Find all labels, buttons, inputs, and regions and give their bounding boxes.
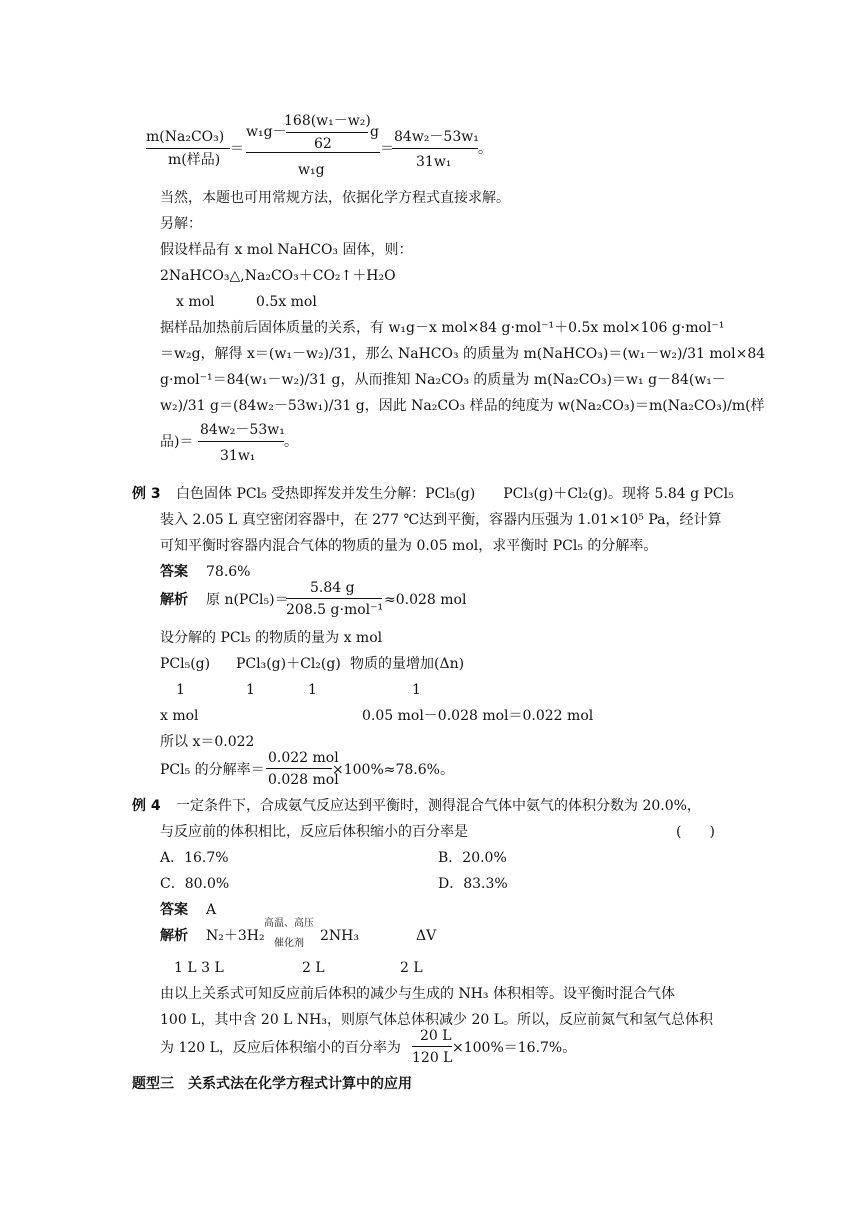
volume: 2 L bbox=[302, 960, 325, 976]
text-line: ×100%≈78.6%。 bbox=[332, 762, 454, 778]
section-heading: 题型三 关系式法在化学方程式计算中的应用 bbox=[132, 1076, 412, 1092]
reaction-equation: 2NaHCO₃△,Na₂CO₃＋CO₂↑＋H₂O bbox=[160, 268, 396, 284]
fraction-numerator: 5.84 g bbox=[310, 580, 355, 596]
fraction-numerator: 0.022 mol bbox=[268, 750, 339, 766]
question-line: 一定条件下，合成氨气反应达到平衡时，测得混合气体中氨气的体积分数为 20.0%， bbox=[176, 798, 701, 814]
volume: 1 L 3 L bbox=[174, 960, 224, 976]
analysis-text: 原 n(PCl₅)＝ bbox=[206, 592, 289, 608]
formula-inner-numerator: 168(w₁－w₂) bbox=[284, 113, 371, 129]
example-tag: 例 3 bbox=[132, 486, 161, 502]
formula-mid-denominator: w₁g bbox=[298, 162, 325, 178]
option-c: C．80.0% bbox=[160, 876, 230, 892]
volume: 2 L bbox=[400, 960, 423, 976]
fraction-denominator: 0.028 mol bbox=[268, 772, 339, 788]
text-line: 。 bbox=[284, 434, 298, 450]
formula-lhs-numerator: m(Na₂CO₃) bbox=[146, 129, 225, 145]
reaction-species: PCl₅(g) bbox=[160, 656, 211, 672]
answer-value: 78.6% bbox=[206, 564, 251, 580]
formula-inner-bar bbox=[286, 132, 368, 133]
text-line: ×100%＝16.7%。 bbox=[452, 1040, 577, 1056]
fraction-denominator: 120 L bbox=[412, 1050, 453, 1066]
reaction-species: 物质的量增加(Δn) bbox=[350, 656, 465, 672]
answer-label: 答案 bbox=[160, 564, 188, 580]
text-line: 100 L，其中含 20 L NH₃，则原气体总体积减少 20 L。所以，反应前氮气和氢气总体积 bbox=[160, 1012, 714, 1028]
example-tag: 例 4 bbox=[132, 798, 161, 814]
formula-rhs-numerator: 84w₂－53w₁ bbox=[394, 129, 479, 145]
text-line: 另解： bbox=[160, 216, 202, 232]
reaction-amount: 0.5x mol bbox=[256, 294, 317, 310]
reaction-reactants: N₂＋3H₂ bbox=[206, 928, 265, 944]
coefficient: 1 bbox=[176, 682, 185, 698]
option-b: B．20.0% bbox=[438, 850, 507, 866]
formula-mid-b: g bbox=[370, 124, 379, 140]
analysis-label: 解析 bbox=[160, 928, 188, 944]
text-line: w₂)/31 g＝(84w₂－53w₁)/31 g，因此 Na₂CO₃ 样品的纯度为 w(Na₂CO₃)＝m(Na₂CO₃)/m(样 bbox=[160, 398, 765, 414]
formula-inner-denominator: 62 bbox=[314, 136, 332, 152]
purity-bar bbox=[198, 441, 284, 442]
fraction-bar bbox=[412, 1046, 452, 1047]
text-line: 由以上关系式可知反应前后体积的减少与生成的 NH₃ 体积相等。设平衡时混合气体 bbox=[160, 986, 675, 1002]
text-line: ＝w₂g，解得 x＝(w₁－w₂)/31，那么 NaHCO₃ 的质量为 m(NaHCO₃)＝(w₁－w₂)/31 mol×84 bbox=[160, 346, 766, 362]
formula-equals: ＝ bbox=[230, 141, 244, 157]
option-a: A．16.7% bbox=[160, 850, 229, 866]
answer-value: A bbox=[206, 902, 217, 918]
text-line: 当然，本题也可用常规方法，依据化学方程式直接求解。 bbox=[160, 190, 510, 206]
question-line: 可知平衡时容器内混合气体的物质的量为 0.05 mol，求平衡时 PCl₅ 的分解率。 bbox=[160, 538, 658, 554]
fraction-numerator: 20 L bbox=[420, 1028, 452, 1044]
amount: 0.05 mol－0.028 mol＝0.022 mol bbox=[362, 708, 594, 724]
text-line: 据样品加热前后固体质量的关系，有 w₁g－x mol×84 g·mol⁻¹＋0.5x mol×106 g·mol⁻¹ bbox=[160, 320, 725, 336]
coefficient: 1 bbox=[308, 682, 317, 698]
answer-blank: ( ) bbox=[676, 824, 715, 840]
coefficient: 1 bbox=[246, 682, 255, 698]
analysis-text: ≈0.028 mol bbox=[384, 592, 467, 608]
formula-rhs-denominator: 31w₁ bbox=[416, 154, 452, 170]
text-line: 假设样品有 x mol NaHCO₃ 固体，则： bbox=[160, 242, 413, 258]
answer-label: 答案 bbox=[160, 902, 188, 918]
text-line: 设分解的 PCl₅ 的物质的量为 x mol bbox=[160, 630, 383, 646]
coefficient: 1 bbox=[412, 682, 421, 698]
amount: x mol bbox=[160, 708, 199, 724]
text-line: g·mol⁻¹＝84(w₁－w₂)/31 g，从而推知 Na₂CO₃ 的质量为 m(Na₂CO₃)＝w₁ g－84(w₁－ bbox=[160, 372, 726, 388]
reaction-product: 2NH₃ bbox=[320, 928, 359, 944]
fraction-bar bbox=[266, 768, 332, 769]
question-line: 白色固体 PCl₅ 受热即挥发并发生分解：PCl₅(g) PCl₃(g)＋Cl₂(g)。现将 5.84 g PCl₅ bbox=[176, 486, 734, 502]
question-line: 装入 2.05 L 真空密闭容器中，在 277 ℃达到平衡，容器内压强为 1.01×10⁵ Pa，经计算 bbox=[160, 512, 722, 528]
formula-equals-2: ＝ bbox=[380, 141, 394, 157]
reaction-condition: 高温、高压 bbox=[264, 918, 314, 929]
question-line: 与反应前的体积相比，反应后体积缩小的百分率是 bbox=[160, 824, 468, 840]
formula-mid-a: w₁g－ bbox=[246, 124, 287, 140]
text-line: PCl₅ 的分解率＝ bbox=[160, 762, 265, 778]
formula-mid-bar bbox=[246, 152, 380, 153]
text-line: 所以 x＝0.022 bbox=[160, 734, 255, 750]
analysis-label: 解析 bbox=[160, 592, 188, 608]
formula-end: 。 bbox=[478, 141, 492, 157]
volume-change: ΔV bbox=[416, 928, 437, 944]
fraction-denominator: 208.5 g·mol⁻¹ bbox=[286, 602, 384, 618]
formula-lhs-denominator: m(样品) bbox=[168, 152, 221, 168]
text-line: 品)＝ bbox=[160, 434, 194, 450]
reaction-condition: 催化剂 bbox=[274, 938, 304, 949]
option-d: D．83.3% bbox=[438, 876, 508, 892]
reaction-amount: x mol bbox=[176, 294, 215, 310]
fraction-bar bbox=[286, 598, 382, 599]
formula-lhs-bar bbox=[146, 148, 230, 149]
reaction-species: PCl₃(g)＋Cl₂(g) bbox=[236, 656, 341, 672]
text-line: 为 120 L，反应后体积缩小的百分率为 bbox=[160, 1040, 401, 1056]
purity-numerator: 84w₂－53w₁ bbox=[200, 422, 285, 438]
purity-denominator: 31w₁ bbox=[220, 448, 256, 464]
formula-rhs-bar bbox=[392, 148, 478, 149]
